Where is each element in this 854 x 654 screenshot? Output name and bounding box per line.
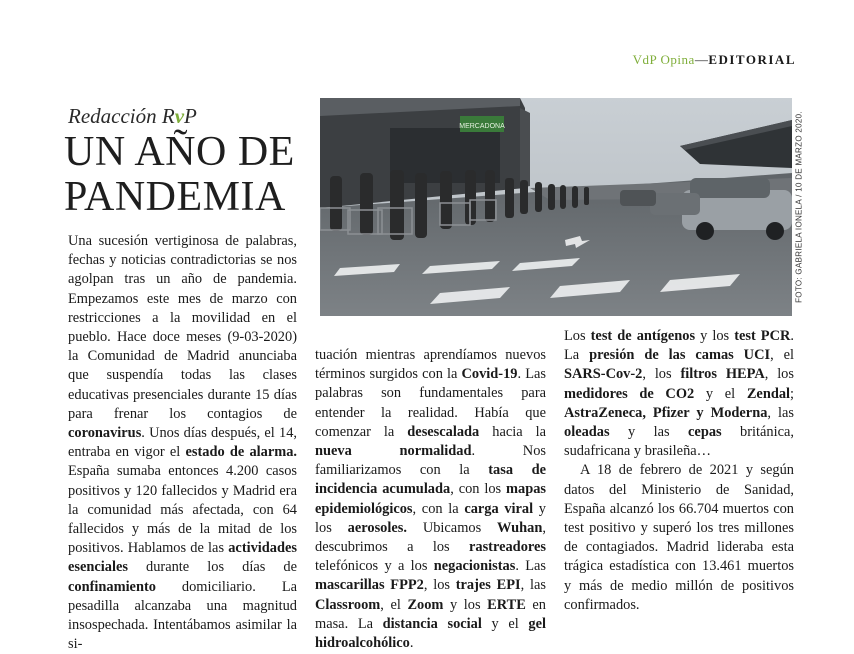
bold-term: SARS-Cov-2 <box>564 366 643 383</box>
text-run: domiciliario. La pesadilla alcanzaba una magnitud insospechada. Intentábamos asimilar la si- <box>68 578 297 653</box>
text-run: . Las palabras son fundamentales para entender la realidad. Había que comenzar la <box>315 366 546 440</box>
byline-suffix: P <box>184 104 197 128</box>
text-run: Una sucesión vertiginosa de palabras, fechas y noticias contradictorias se nos agolpan tras un año de pandemia. Empezamos este mes de marzo con restricciones a la movilidad en el pueblo. Hace doce meses (9-03-2020) la Comunidad de Madrid anunciaba que suspendía todas las clases educativas presenciales durante 15 días para frenar los contagios de <box>68 233 297 422</box>
photo-credit-text: FOTO: GABRIELA IONELA / 10 DE MARZO 2020. <box>794 111 804 303</box>
text-run: y el <box>481 615 529 632</box>
bold-term: confinamiento <box>68 578 156 595</box>
store-sign-text: MERCADONA <box>459 123 505 130</box>
paragraph <box>315 346 546 653</box>
header-separator: — <box>694 52 709 67</box>
bold-term: desescalada <box>407 423 480 440</box>
bold-term: rastreadores <box>469 539 546 556</box>
text-run: y el <box>694 385 747 402</box>
text-run: España sumaba entonces 4.200 casos positivos y 120 fallecidos y Madrid era la comunidad más afectada, con 64 fallecidos y más de la mitad de los positivos. Hablamos de las <box>68 463 297 557</box>
text-run: , con la <box>412 500 465 517</box>
text-run: tuación mientras aprendíamos nuevos términos surgidos con la <box>315 347 546 383</box>
bold-term: distancia social <box>382 615 482 632</box>
article-column-2 <box>315 346 546 653</box>
text-run: telefónicos y a los <box>315 558 434 575</box>
bold-term: ERTE <box>487 596 526 613</box>
bold-term: test de antígenos <box>590 328 696 344</box>
text-run: , los <box>642 366 681 383</box>
text-run: Ubicamos <box>406 519 498 536</box>
bold-term: Zendal <box>746 385 791 402</box>
text-run: . La <box>564 328 794 364</box>
bold-term: nueva normalidad <box>315 443 472 460</box>
headline-line-1: UN AÑO DE <box>64 129 295 175</box>
byline <box>68 104 197 129</box>
bold-term: estado de alarma. <box>185 444 297 461</box>
bold-term: presión de las camas UCI <box>589 347 771 364</box>
bold-term: Classroom <box>315 596 381 613</box>
text-run: británica, sudafricana y brasileña… <box>564 424 794 460</box>
text-run: en masa. La <box>315 596 546 632</box>
bold-term: Zoom <box>407 596 444 613</box>
section-name: VdP Opina <box>632 52 695 67</box>
bold-term: AstraZeneca, Pfizer y Moderna <box>564 404 768 421</box>
text-run: , las <box>520 577 546 594</box>
headline <box>64 130 314 220</box>
bold-term: negacionistas <box>433 558 516 575</box>
paragraph <box>68 232 297 654</box>
bold-term: test PCR <box>734 328 791 344</box>
paragraph <box>564 461 794 615</box>
text-run: , el <box>380 596 408 613</box>
text-run: A 18 de febrero de 2021 y según datos del Ministerio de Sanidad, España alcanzó los 66.704 muertos con test positivo y superó los tres millones de contagiados. Madrid lideraba esta trágica estadística con 13.461 muertos y más de medio millón de positivos confirmados. <box>564 462 794 613</box>
text-run: . Nos familiarizamos con la <box>315 443 546 479</box>
byline-prefix: Redacción R <box>68 104 175 128</box>
text-run: . Unos días después, el 14, entraba en vigor el <box>68 425 297 461</box>
bold-term: Covid-19 <box>461 366 518 383</box>
bold-term: actividades esenciales <box>68 540 297 576</box>
article-column-1 <box>68 232 297 654</box>
text-run: y los <box>315 500 546 536</box>
bold-term: aerosoles. <box>347 519 407 536</box>
photo-credit <box>792 98 806 316</box>
section-label: EDITORIAL <box>708 52 796 67</box>
bold-term: gel hidroalcohólico <box>315 615 546 652</box>
text-run: , los <box>423 577 456 594</box>
bold-term: Wuhan <box>497 519 543 536</box>
text-run: , el <box>770 347 794 364</box>
byline-accent-letter: v <box>174 104 185 128</box>
text-run: ; <box>790 385 795 402</box>
text-run: , descubrimos a los <box>315 519 546 556</box>
queue-photo <box>320 98 792 316</box>
text-run: durante los días de <box>127 559 297 576</box>
bold-term: filtros HEPA <box>680 366 765 383</box>
text-run: Los <box>564 328 591 344</box>
text-run: y los <box>695 328 735 344</box>
text-run: . Las <box>515 558 546 575</box>
queue-photo-illustration <box>320 98 792 316</box>
bold-term: oleadas <box>564 424 610 441</box>
article-column-3 <box>564 327 794 615</box>
paragraph <box>564 327 794 461</box>
headline-line-2: PANDEMIA <box>64 174 286 220</box>
bold-term: mascarillas FPP2 <box>315 577 424 594</box>
text-run: , las <box>767 404 795 421</box>
bold-term: mapas epidemiológicos <box>315 481 546 517</box>
bold-term: cepas <box>688 424 722 441</box>
text-run: , con los <box>450 481 507 498</box>
text-run: y las <box>609 424 689 441</box>
bold-term: tasa de incidencia acumulada <box>315 462 546 498</box>
bold-term: medidores de CO2 <box>564 385 695 402</box>
bold-term: trajes EPI <box>455 577 521 594</box>
text-run: y los <box>443 596 488 613</box>
bold-term: coronavirus <box>68 425 142 442</box>
section-header <box>633 52 796 68</box>
text-run: , los <box>764 366 794 383</box>
text-run: hacia la <box>479 423 546 440</box>
bold-term: carga viral <box>464 500 534 517</box>
text-run: . <box>409 635 414 652</box>
